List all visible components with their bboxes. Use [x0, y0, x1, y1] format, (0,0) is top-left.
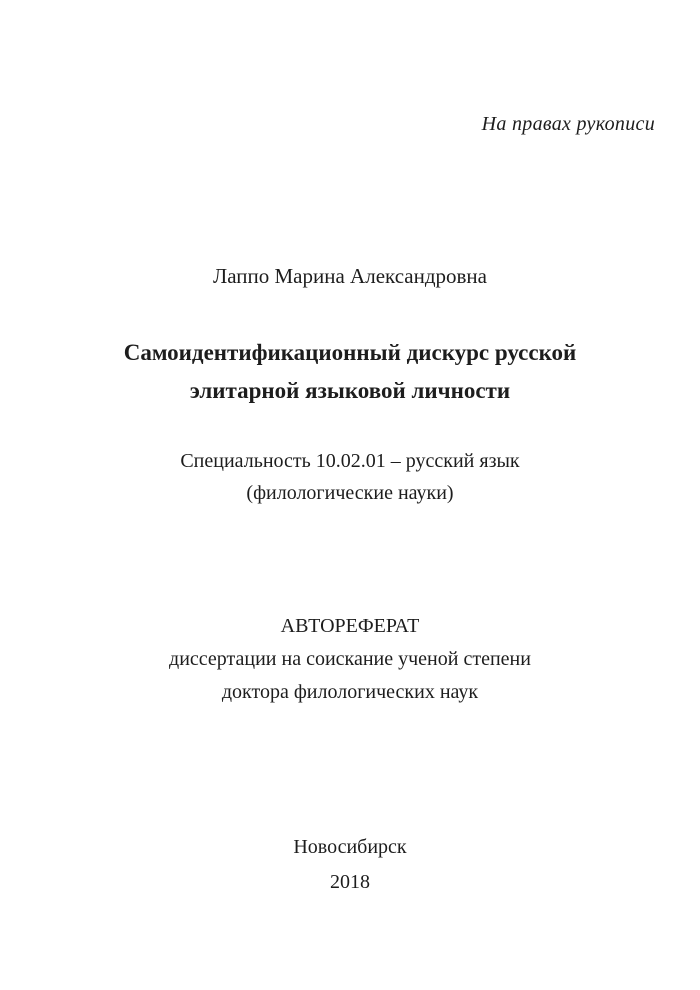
manuscript-rights-note: На правах рукописи: [481, 113, 655, 135]
abstract-type-heading: АВТОРЕФЕРАТ: [280, 615, 420, 637]
abstract-block: [0, 610, 700, 709]
specialty-sciences: (филологические науки): [246, 482, 454, 504]
dissertation-title-line2: элитарной языковой личности: [189, 378, 511, 403]
imprint-city: Новосибирск: [293, 836, 407, 858]
specialty-code: Специальность 10.02.01 – русский язык: [180, 450, 520, 472]
abstract-purpose-line: диссертации на соискание ученой степени: [169, 648, 531, 670]
author-name: Лаппо Марина Александровна: [213, 264, 487, 288]
dissertation-title-line1: Самоидентификационный дискурс русской: [123, 340, 577, 365]
imprint-block: [0, 830, 700, 900]
imprint-year: 2018: [330, 871, 370, 893]
abstract-degree-line: доктора филологических наук: [221, 681, 479, 703]
specialty-block: [0, 445, 700, 509]
dissertation-title: [0, 334, 700, 410]
